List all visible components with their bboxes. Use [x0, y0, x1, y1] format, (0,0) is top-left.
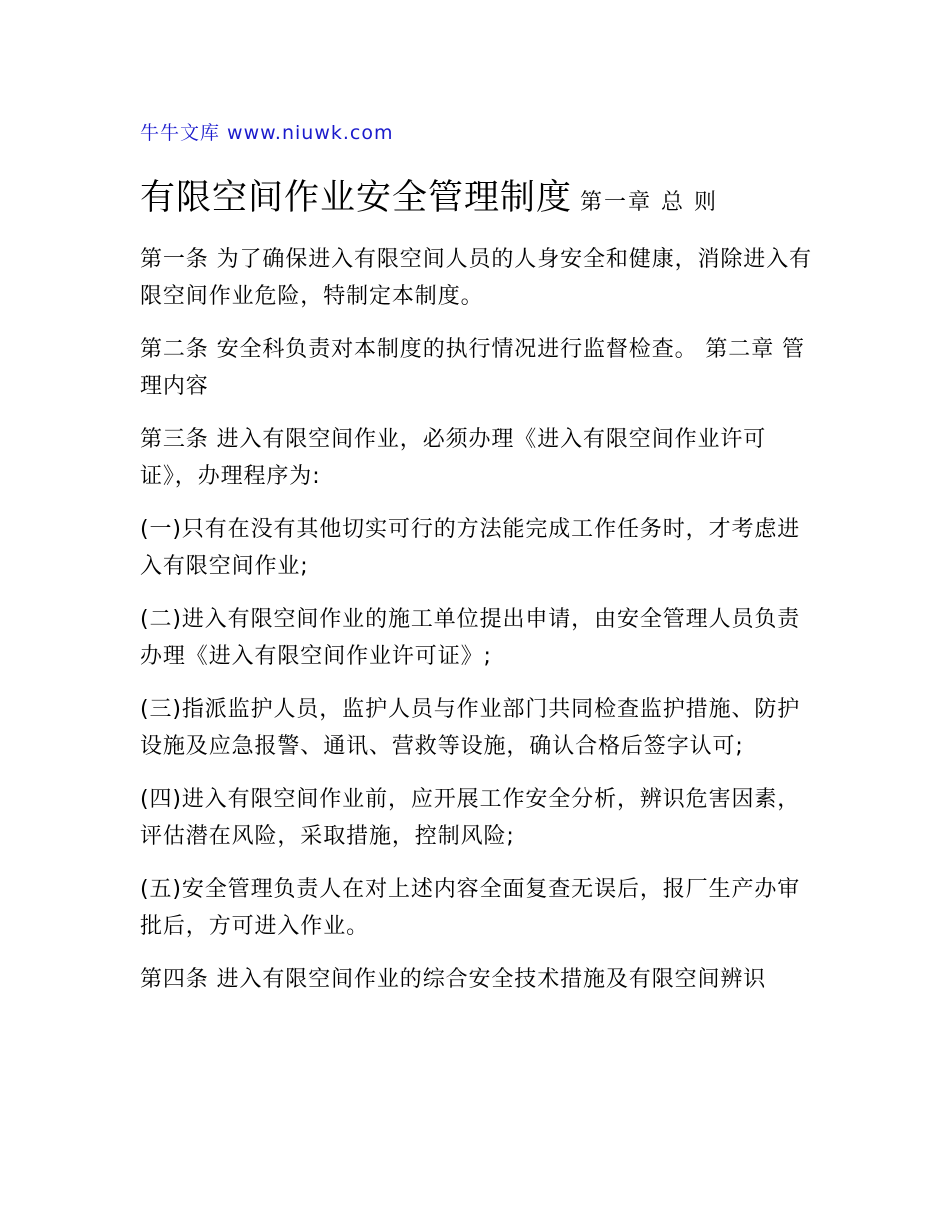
paragraph-article-2: 第二条 安全科负责对本制度的执行情况进行监督检查。 第二章 管理内容 — [140, 337, 805, 399]
paragraph-item-4: (四)进入有限空间作业前，应开展工作安全分析，辨识危害因素，评估潜在风险，采取措施，控制风险; — [140, 787, 801, 849]
site-header-link[interactable]: 牛牛文库 www.niuwk.com — [140, 122, 394, 144]
paragraph-article-1: 第一条 为了确保进入有限空间人员的人身安全和健康，消除进入有限空间作业危险，特制定本制度。 — [140, 247, 812, 309]
paragraph-item-1: (一)只有在没有其他切实可行的方法能完成工作任务时，才考虑进入有限空间作业; — [140, 517, 801, 579]
paragraph-item-5: (五)安全管理负责人在对上述内容全面复查无误后，报厂生产办审批后，方可进入作业。 — [140, 877, 801, 939]
document-body — [140, 242, 820, 1016]
document-title — [140, 174, 718, 227]
chapter-heading: 第一章 总 则 — [580, 190, 719, 215]
paragraph-article-3: 第三条 进入有限空间作业，必须办理《进入有限空间作业许可证》，办理程序为: — [140, 427, 767, 489]
paragraph-article-4: 第四条 进入有限空间作业的综合安全技术措施及有限空间辨识 — [140, 967, 767, 992]
paragraph-item-3: (三)指派监护人员，监护人员与作业部门共同检查监护措施、防护设施及应急报警、通讯、营救等设施，确认合格后签字认可; — [140, 697, 801, 759]
paragraph-item-2: (二)进入有限空间作业的施工单位提出申请，由安全管理人员负责办理《进入有限空间作业许可证》; — [140, 607, 801, 669]
title-main: 有限空间作业安全管理制度 — [140, 178, 573, 218]
